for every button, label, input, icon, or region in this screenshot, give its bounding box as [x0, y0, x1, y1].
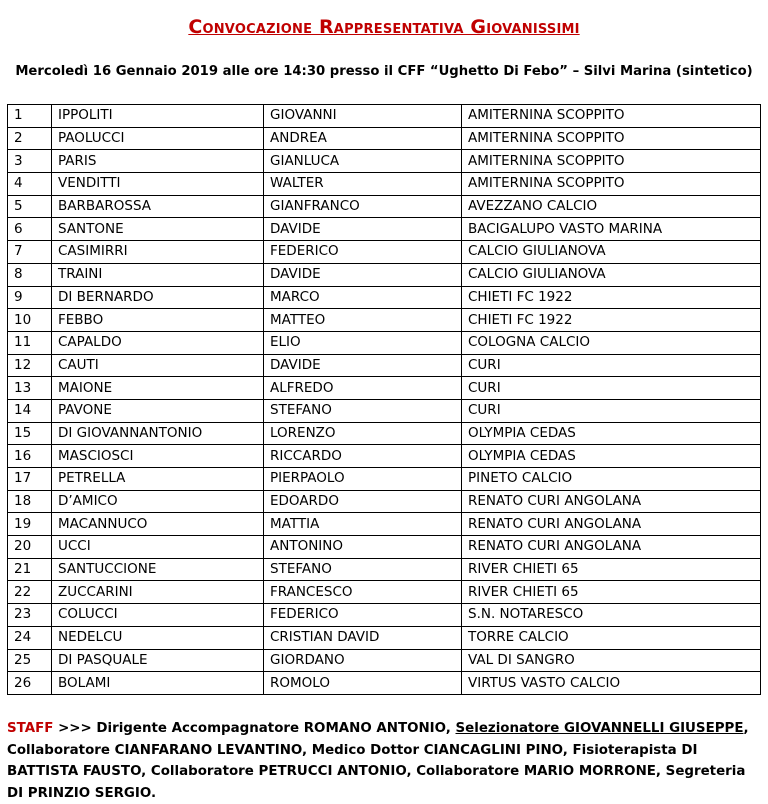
player-surname: PAVONE — [52, 399, 264, 422]
player-club: RIVER CHIETI 65 — [462, 558, 761, 581]
player-first-name: MATTIA — [264, 513, 462, 536]
player-club: CALCIO GIULIANOVA — [462, 241, 761, 264]
player-first-name: GIANLUCA — [264, 150, 462, 173]
event-details: Mercoledì 16 Gennaio 2019 alle ore 14:30 presso il CFF “Ughetto Di Febo” – Silvi Marina (sintetico) — [15, 64, 753, 79]
table-row — [8, 422, 761, 445]
player-number: 9 — [8, 286, 52, 309]
player-surname: NEDELCU — [52, 626, 264, 649]
player-number: 25 — [8, 649, 52, 672]
player-number: 7 — [8, 241, 52, 264]
player-surname: PARIS — [52, 150, 264, 173]
players-table — [7, 104, 761, 695]
player-number: 21 — [8, 558, 52, 581]
player-surname: MACANNUCO — [52, 513, 264, 536]
staff-dirigente: >>> Dirigente Accompagnatore ROMANO ANTONIO, — [53, 721, 456, 736]
player-surname: DI BERNARDO — [52, 286, 264, 309]
player-first-name: FEDERICO — [264, 241, 462, 264]
player-first-name: ALFREDO — [264, 377, 462, 400]
player-first-name: GIOVANNI — [264, 105, 462, 128]
player-first-name: DAVIDE — [264, 218, 462, 241]
player-first-name: GIANFRANCO — [264, 195, 462, 218]
player-first-name: FEDERICO — [264, 604, 462, 627]
player-surname: PETRELLA — [52, 468, 264, 491]
player-club: BACIGALUPO VASTO MARINA — [462, 218, 761, 241]
table-row — [8, 513, 761, 536]
player-number: 17 — [8, 468, 52, 491]
player-number: 1 — [8, 105, 52, 128]
player-first-name: DAVIDE — [264, 263, 462, 286]
table-row — [8, 195, 761, 218]
player-surname: CASIMIRRI — [52, 241, 264, 264]
player-club: AVEZZANO CALCIO — [462, 195, 761, 218]
player-surname: ZUCCARINI — [52, 581, 264, 604]
player-first-name: RICCARDO — [264, 445, 462, 468]
player-club: RENATO CURI ANGOLANA — [462, 513, 761, 536]
player-number: 2 — [8, 127, 52, 150]
table-row — [8, 581, 761, 604]
player-surname: VENDITTI — [52, 173, 264, 196]
table-row — [8, 558, 761, 581]
table-row — [8, 105, 761, 128]
player-first-name: MATTEO — [264, 309, 462, 332]
player-surname: PAOLUCCI — [52, 127, 264, 150]
document-title: Convocazione Rappresentativa Giovanissimi — [188, 16, 580, 38]
table-row — [8, 445, 761, 468]
player-number: 15 — [8, 422, 52, 445]
player-club: AMITERNINA SCOPPITO — [462, 173, 761, 196]
player-club: VIRTUS VASTO CALCIO — [462, 672, 761, 695]
player-number: 5 — [8, 195, 52, 218]
player-number: 11 — [8, 331, 52, 354]
player-number: 16 — [8, 445, 52, 468]
player-first-name: STEFANO — [264, 558, 462, 581]
player-surname: COLUCCI — [52, 604, 264, 627]
player-first-name: DAVIDE — [264, 354, 462, 377]
player-club: AMITERNINA SCOPPITO — [462, 150, 761, 173]
player-first-name: WALTER — [264, 173, 462, 196]
player-surname: BARBAROSSA — [52, 195, 264, 218]
player-surname: FEBBO — [52, 309, 264, 332]
table-row — [8, 331, 761, 354]
player-surname: CAUTI — [52, 354, 264, 377]
staff-selezionatore: Selezionatore GIOVANNELLI GIUSEPPE — [455, 721, 744, 736]
player-number: 20 — [8, 536, 52, 559]
player-surname: MASCIOSCI — [52, 445, 264, 468]
player-club: TORRE CALCIO — [462, 626, 761, 649]
player-number: 22 — [8, 581, 52, 604]
player-number: 12 — [8, 354, 52, 377]
player-club: CALCIO GIULIANOVA — [462, 263, 761, 286]
player-surname: CAPALDO — [52, 331, 264, 354]
player-club: AMITERNINA SCOPPITO — [462, 127, 761, 150]
player-number: 14 — [8, 399, 52, 422]
player-first-name: ELIO — [264, 331, 462, 354]
player-first-name: ANDREA — [264, 127, 462, 150]
player-club: CURI — [462, 399, 761, 422]
player-number: 24 — [8, 626, 52, 649]
player-club: OLYMPIA CEDAS — [462, 422, 761, 445]
player-number: 26 — [8, 672, 52, 695]
staff-others: , Collaboratore CIANFARANO LEVANTINO, Medico Dottor CIANCAGLINI PINO, Fisioterapista DI BATTISTA FAUSTO, Collaboratore PETRUCCI ANTONIO, Collaboratore MARIO MORRONE, Segreteria DI PRINZIO SERGIO. — [7, 721, 749, 801]
table-row — [8, 354, 761, 377]
player-number: 13 — [8, 377, 52, 400]
table-row — [8, 468, 761, 491]
player-number: 19 — [8, 513, 52, 536]
player-club: CHIETI FC 1922 — [462, 309, 761, 332]
player-surname: BOLAMI — [52, 672, 264, 695]
table-row — [8, 173, 761, 196]
player-first-name: PIERPAOLO — [264, 468, 462, 491]
player-surname: MAIONE — [52, 377, 264, 400]
player-number: 18 — [8, 490, 52, 513]
staff-paragraph — [7, 718, 759, 804]
player-number: 10 — [8, 309, 52, 332]
player-club: OLYMPIA CEDAS — [462, 445, 761, 468]
player-club: PINETO CALCIO — [462, 468, 761, 491]
table-row — [8, 263, 761, 286]
player-surname: SANTUCCIONE — [52, 558, 264, 581]
player-club: COLOGNA CALCIO — [462, 331, 761, 354]
table-row — [8, 241, 761, 264]
player-first-name: ANTONINO — [264, 536, 462, 559]
player-club: S.N. NOTARESCO — [462, 604, 761, 627]
player-club: CURI — [462, 354, 761, 377]
player-first-name: EDOARDO — [264, 490, 462, 513]
player-first-name: CRISTIAN DAVID — [264, 626, 462, 649]
table-row — [8, 127, 761, 150]
player-surname: TRAINI — [52, 263, 264, 286]
player-surname: UCCI — [52, 536, 264, 559]
player-club: CURI — [462, 377, 761, 400]
player-surname: IPPOLITI — [52, 105, 264, 128]
player-number: 8 — [8, 263, 52, 286]
table-row — [8, 536, 761, 559]
player-club: VAL DI SANGRO — [462, 649, 761, 672]
player-surname: DI PASQUALE — [52, 649, 264, 672]
player-club: RENATO CURI ANGOLANA — [462, 536, 761, 559]
player-number: 4 — [8, 173, 52, 196]
player-number: 3 — [8, 150, 52, 173]
table-row — [8, 672, 761, 695]
player-first-name: ROMOLO — [264, 672, 462, 695]
player-first-name: STEFANO — [264, 399, 462, 422]
player-first-name: FRANCESCO — [264, 581, 462, 604]
player-first-name: GIORDANO — [264, 649, 462, 672]
table-row — [8, 490, 761, 513]
table-row — [8, 399, 761, 422]
table-row — [8, 377, 761, 400]
table-row — [8, 626, 761, 649]
player-club: RIVER CHIETI 65 — [462, 581, 761, 604]
player-club: AMITERNINA SCOPPITO — [462, 105, 761, 128]
staff-label: STAFF — [7, 721, 54, 736]
table-row — [8, 286, 761, 309]
table-row — [8, 150, 761, 173]
table-row — [8, 309, 761, 332]
player-number: 23 — [8, 604, 52, 627]
table-row — [8, 218, 761, 241]
table-row — [8, 649, 761, 672]
player-club: CHIETI FC 1922 — [462, 286, 761, 309]
players-table-body — [8, 105, 761, 695]
player-number: 6 — [8, 218, 52, 241]
player-surname: D’AMICO — [52, 490, 264, 513]
table-row — [8, 604, 761, 627]
player-surname: DI GIOVANNANTONIO — [52, 422, 264, 445]
player-club: RENATO CURI ANGOLANA — [462, 490, 761, 513]
player-first-name: MARCO — [264, 286, 462, 309]
player-surname: SANTONE — [52, 218, 264, 241]
player-first-name: LORENZO — [264, 422, 462, 445]
